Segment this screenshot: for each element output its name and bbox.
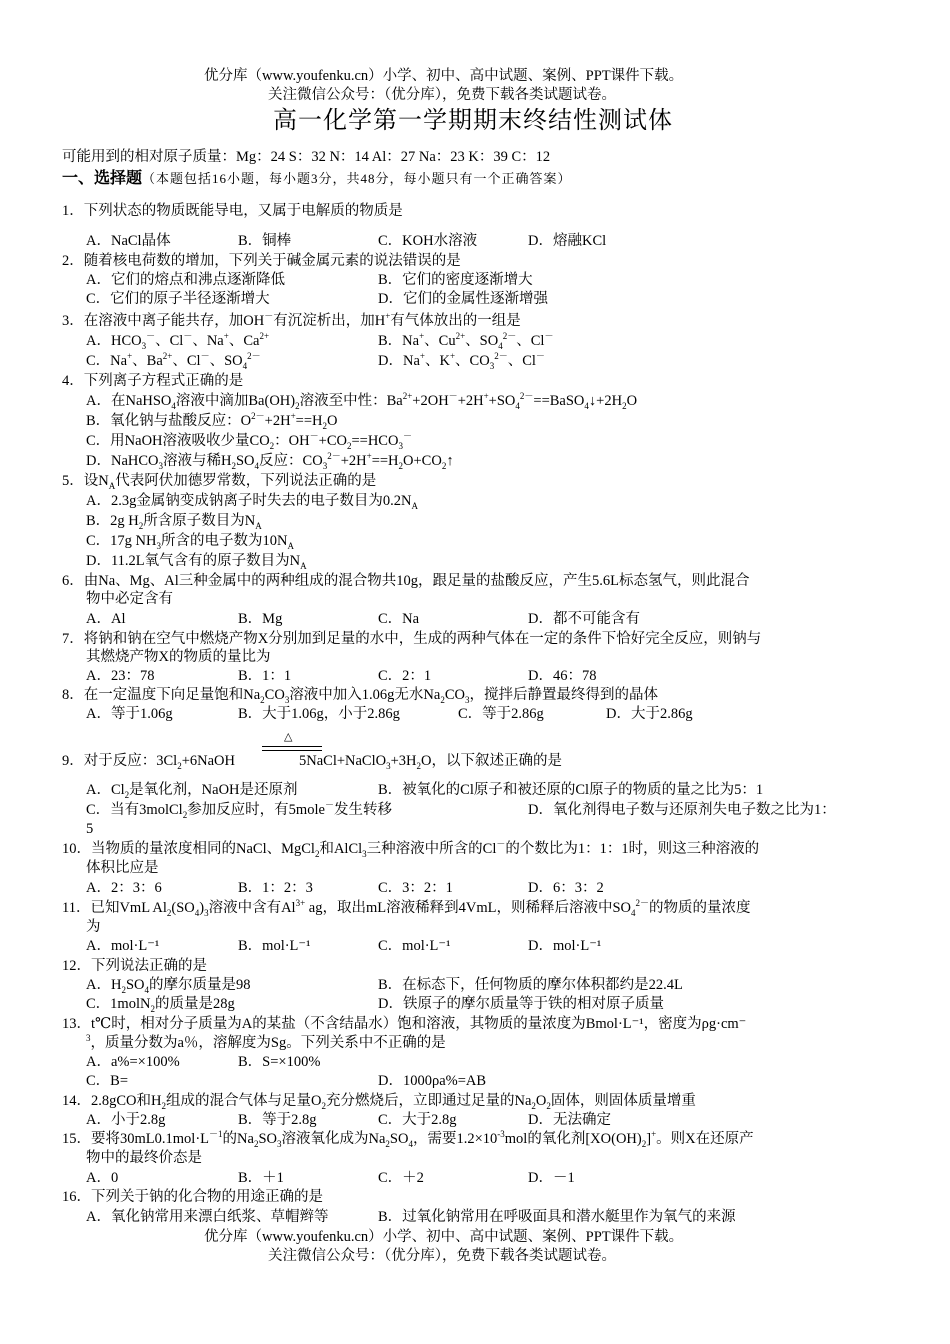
q8-stem: 8．在一定温度下向足量饱和$Na_2CO_3$溶液中加入1.06g无水$Na_2CO_3$，搅拌后静置最终得到的晶体 [62,687,659,705]
q7-stem-line-1: 7．将钠和钠在空气中燃烧产物X分别加到足量的水中，生成的两种气体在一定的条件下恰好完全反应，则钠与 [62,631,762,647]
q16-option-b: B．过氧化钠常用在呼吸面具和潜水艇里作为氧气的来源 [378,1209,736,1225]
q1-option-b: B．铜棒 [238,233,292,249]
q13-option-c: C．B= [86,1073,129,1089]
q2-option-d: D．它们的金属性逐渐增强 [378,291,548,307]
q3-stem-part: 有气体放出的一组是 [390,313,521,329]
q9-option-d: D．氧化剂得电子数与还原剂失电子数之比为1： [528,802,836,818]
section-heading [62,170,572,188]
heat-triangle: △ [284,731,293,743]
q14-option-b: B．等于2.8g [238,1112,317,1128]
q9-option-a: A．$Cl_2$是氧化剂，NaOH是还原剂 [86,782,298,800]
q4-option-d: D．NaHCO$_3$溶液与稀$H_2SO_4$反应：$CO_3^{2-}+2H^+==H_2O+CO_2↑$ [86,451,454,471]
q8-option-d: D．大于2.86g [606,706,693,722]
q11-stem-line-2: 为 [86,919,101,935]
q8-option-c: C．等于2.86g [458,706,544,722]
q10-option-c: C．3：2：1 [378,880,453,896]
q12-option-c: C．1molN$_2$的质量是28g [86,996,235,1014]
atomic-masses: 可能用到的相对原子质量：Mg：24 S：32 N：14 Al：27 Na：23 K：39 C：12 [62,149,551,165]
q7-option-c: C．2：1 [378,668,432,684]
q3-option-a: A．$HCO_3^-$、Cl－、Na+、$Ca^{2+}$ [86,331,270,351]
q5-option-c: C．17g $NH_3$所含的电子数为$10N_A$ [86,533,294,551]
q13-option-d: D．1000ρa%=AB [378,1073,487,1089]
q10-option-d: D．6：3：2 [528,880,604,896]
q13-stem-part: ，质量分数为a％，溶解度为Sg。下列关系中不正确的是 [90,1035,446,1051]
q1-option-a: A．NaCl晶体 [86,233,171,249]
q7-stem-line-2: 其燃烧产物X的物质的量比为 [86,649,271,665]
q2-option-a: A．它们的熔点和沸点逐渐降低 [86,272,285,288]
q12-option-a: A．$H_2SO_4$的摩尔质量是98 [86,977,251,995]
q10-stem-line-2: 体积比应是 [86,860,159,876]
q6-stem-line-1: 6．由Na、Mg、Al三种金属中的两种组成的混合物共10g，跟足量的盐酸反应，产生5.6L标态氢气，则此混合 [62,573,750,589]
section-title: 一、选择题 [62,170,143,187]
q6-option-d: D．都不可能含有 [528,611,640,627]
q9-option-a-text: 是氧化剂，NaOH是还原剂 [129,782,298,798]
q13-stem-line-2: $^3$，质量分数为a％，溶解度为Sg。下列关系中不正确的是 [86,1033,446,1051]
q1-stem: 1．下列状态的物质既能导电，又属于电解质的物质是 [62,203,403,219]
q9-option-b: B．被氧化的Cl原子和被还原的Cl原子的物质的量之比为5：1 [378,782,764,798]
q6-option-c: C．Na [378,611,420,627]
q5-option-a: A．2.3g金属钠变成钠离子时失去的电子数目为$0.2N_A$ [86,493,418,511]
q2-option-c: C．它们的原子半径逐渐增大 [86,291,270,307]
q14-stem: 14．2.8gCO和$H_2$组成的混合气体与足量$O_2$充分燃烧后，立即通过足量的$Na_2O_2$固体，则固体质量增重 [62,1093,696,1111]
q3-option-d: D．Na+、K+、$CO_3^{2-}$、Cl－ [378,351,545,371]
q12-option-d: D．铁原子的摩尔质量等于铁的相对原子质量 [378,996,664,1012]
header-line-1: 优分库（www.youfenku.cn）小学、初中、高中试题、案例、PPT课件下载。 [204,68,684,84]
q10-option-b: B．1：2：3 [238,880,313,896]
q5-option-b: B．2g $H_2$所含原子数目为$N_A$ [86,513,262,531]
q4-option-a: A．在NaHSO$_4$溶液中滴加$Ba(OH)_2$溶液至中性：$Ba^{2+}+2OH^-+2H^++SO_4^{2-}==BaSO_4↓+2H_2O$ [86,391,638,411]
q1-option-c: C．KOH水溶液 [378,233,478,249]
q11-option-d: D．mol·L⁻¹ [528,938,602,954]
q13-stem-line-1: 13．t℃时，相对分子质量为A的某盐（不含结晶水）饱和溶液，其物质的量浓度为Bmol·L⁻¹，密度为ρg·cm⁻ [62,1016,747,1032]
q15-option-d: D．－1 [528,1170,575,1186]
q2-stem: 2．随着核电荷数的增加，下列关于碱金属元素的说法错误的是 [62,253,461,269]
q11-stem-line-1: 11．已知VmL $Al_2(SO_4)_3$溶液中含有$Al^{3+}$ ag，取出mL溶液稀释到4VmL，则稀释后溶液中$SO_4^{2-}$的物质的量浓度 [62,898,751,918]
q5-option-d: D．11.2L氧气含有的原子数目为$N_A$ [86,553,307,571]
q5-stem: 5．设$N_A$代表阿伏加德罗常数，下列说法正确的是 [62,473,377,491]
q4-stem: 4．下列离子方程式正确的是 [62,373,244,389]
q6-option-b: B．Mg [238,611,283,627]
q9-heating-equals-sign [262,732,322,748]
q10-stem-line-1: 10．当物质的量浓度相同的NaCl、MgCl$_2$和AlCl$_3$三种溶液中所含的Cl－的个数比为1：1：1时，则这三种溶液的 [62,839,760,859]
q14-option-a: A．小于2.8g [86,1112,166,1128]
q3-stem-part: 3．在溶液中离子能共存，加OH [62,313,265,329]
q11-option-c: C．mol·L⁻¹ [378,938,451,954]
q15-option-c: C．＋2 [378,1170,424,1186]
q14-option-d: D．无法确定 [528,1112,611,1128]
q15-stem-line-2: 物中的最终价态是 [86,1150,202,1166]
page-title: 高一化学第一学期期末终结性测试体 [273,108,673,134]
q12-option-b: B．在标态下，任何物质的摩尔体积都约是22.4L [378,977,683,993]
q4-option-c: C．用NaOH溶液吸收少量$CO_2$：$OH^-+CO_2==HCO_3^-$ [86,431,412,451]
q9-stem: 9．对于反应：$3Cl_2+6NaOH$ $5NaCl+NaClO_3+3H_2O$，以下叙述正确的是 [62,753,562,771]
q5-stem-part: 5．设N [62,473,109,489]
q1-option-d: D．熔融KCl [528,233,607,249]
q7-option-a: A．23：78 [86,668,155,684]
q4-option-b: B．氧化钠与盐酸反应：$O^{2-}+2H^+==H_2O$ [86,411,338,431]
header-line-2: 关注微信公众号：（优分库），免费下载各类试题试卷。 [268,87,616,103]
q15-option-b: B．＋1 [238,1170,284,1186]
q9-option-d-wrap: 5 [86,821,94,837]
q16-option-a: A．氧化钠常用来漂白纸浆、草帽辫等 [86,1209,329,1225]
q2-option-b: B．它们的密度逐渐增大 [378,272,533,288]
q3-option-c: C．Na+、$Ba^{2+}$、Cl－、$SO_4^{2-}$ [86,351,261,371]
q8-option-a: A．等于1.06g [86,706,173,722]
q16-stem: 16．下列关于钠的化合物的用途正确的是 [62,1189,323,1205]
q10-option-a: A．2：3：6 [86,880,162,896]
q7-option-d: D．46：78 [528,668,597,684]
q3-stem: 3．在溶液中离子能共存，加OH－有沉淀析出，加H+有气体放出的一组是 [62,311,521,329]
q13-option-b: B．S=×100% [238,1054,321,1070]
q6-option-a: A．Al [86,611,126,627]
section-note: （本题包括16小题，每小题3分，共48分，每小题只有一个正确答案） [142,171,572,186]
q8-option-b: B．大于1.06g，小于2.86g [238,706,400,722]
q13-option-a: A．a%=×100% [86,1054,180,1070]
q7-option-b: B．1：1 [238,668,292,684]
footer-line-1: 优分库（www.youfenku.cn）小学、初中、高中试题、案例、PPT课件下载。 [204,1229,684,1245]
q15-stem-line-1: 15．要将$30mL0.1mol\cdot L^{-1}$的$Na_2SO_3$溶液氧化成为$Na_2SO_4$，需要$1.2\times 10^{-3}mol$的氧化剂$[XO(OH)_2]^+$。则X在还原产 [62,1129,754,1149]
q3-option-b: B．Na+、$Cu^{2+}$、$SO_4^{2-}$、Cl－ [378,331,554,351]
q11-option-b: B．mol·L⁻¹ [238,938,311,954]
q12-stem: 12．下列说法正确的是 [62,958,207,974]
q5-stem-part: 代表阿伏加德罗常数，下列说法正确的是 [115,473,377,489]
q3-stem-part: 有沉淀析出，加H [273,313,386,329]
q6-stem-line-2: 物中必定含有 [86,591,173,607]
q14-option-c: C．大于2.8g [378,1112,457,1128]
q9-option-c: C．当有3molCl$_2$参加反应时，有5mole－发生转移 [86,800,392,820]
footer-line-2: 关注微信公众号：（优分库），免费下载各类试题试卷。 [268,1248,616,1264]
q11-option-a: A．mol·L⁻¹ [86,938,160,954]
q15-option-a: A．0 [86,1170,119,1186]
